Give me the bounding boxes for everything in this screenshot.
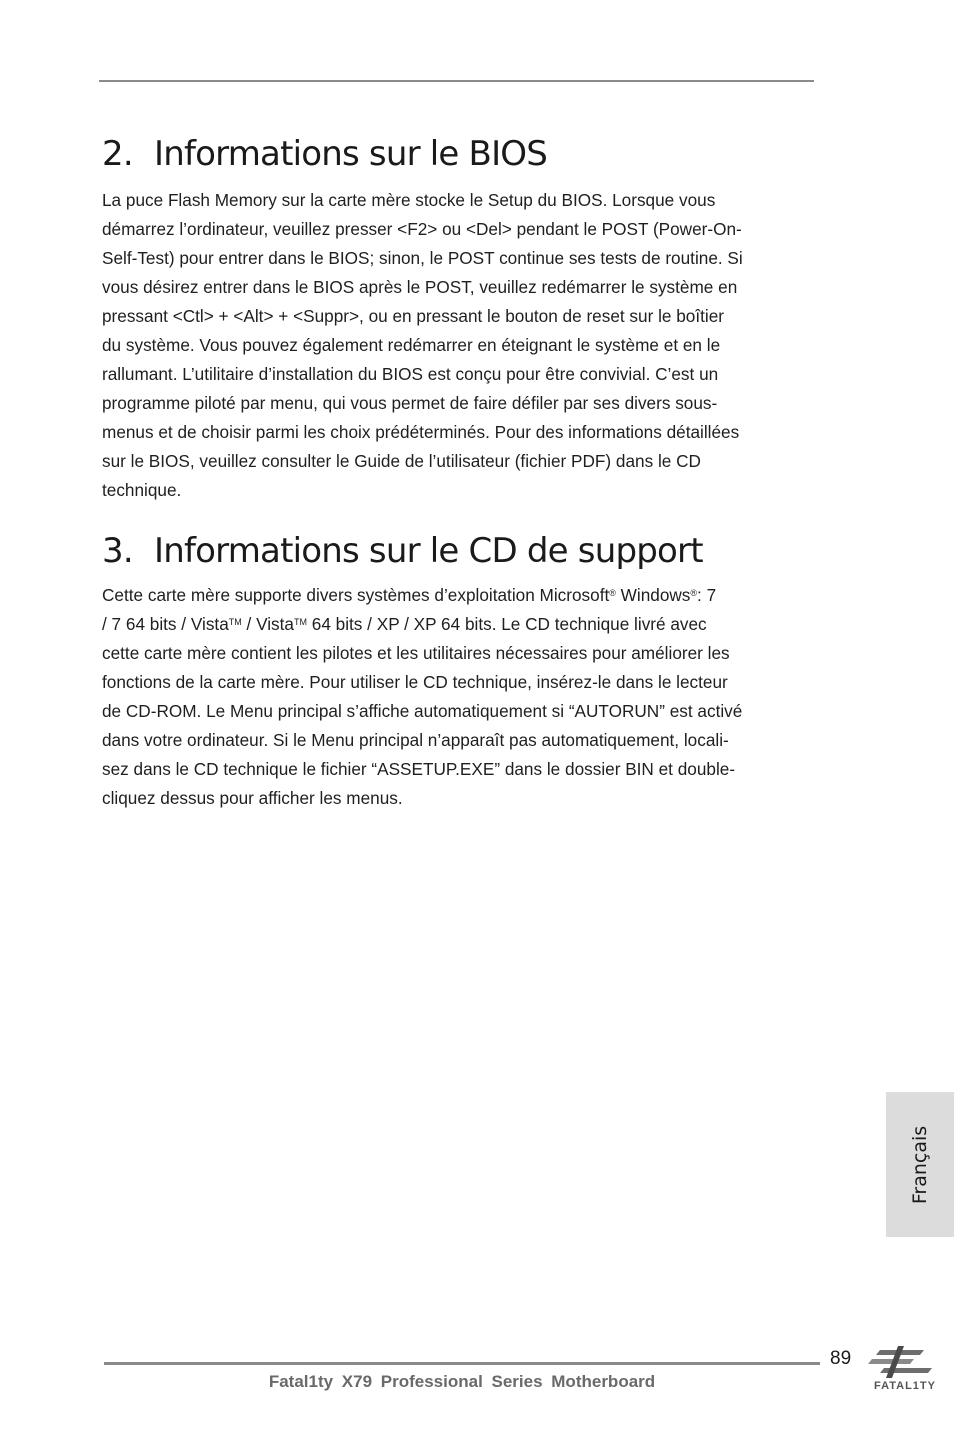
registered-mark: ®	[690, 588, 698, 598]
body-line: menus et de choisir parmi les choix prédéterminés. Pour des informations détaillées	[102, 422, 740, 442]
section-heading	[102, 527, 822, 575]
text-run: / Vista	[241, 614, 294, 634]
body-line: pressant <Ctl> + <Alt> + <Suppr>, ou en pressant le bouton de reset sur le boîtier	[102, 306, 725, 326]
body-line: du système. Vous pouvez également redémarrer en éteignant le système et en le	[102, 335, 721, 355]
language-tab	[886, 1092, 954, 1237]
section-number: 3.	[102, 531, 133, 571]
top-rule	[99, 80, 814, 82]
body-line: fonctions de la carte mère. Pour utiliser le CD technique, insérez-le dans le lecteur	[102, 672, 728, 692]
body-line: rallumant. L’utilitaire d’installation du BIOS est conçu pour être convivial. C’est un	[102, 364, 719, 384]
body-line: démarrez l’ordinateur, veuillez presser <F2> ou <Del> pendant le POST (Power-On-	[102, 219, 742, 239]
footer-title: Fatal1ty X79 Professional Series Motherboard	[268, 1372, 656, 1391]
section-body	[102, 186, 822, 505]
section-title: Informations sur le BIOS	[154, 134, 548, 174]
section-title: Informations sur le CD de support	[154, 531, 703, 571]
fatal1ty-logo-icon	[862, 1342, 948, 1380]
section-heading	[102, 130, 822, 178]
text-run: / 7 64 bits / Vista	[102, 614, 229, 634]
registered-mark: ®	[609, 588, 616, 598]
language-label: Français	[909, 1125, 931, 1204]
fatal1ty-logo	[862, 1342, 948, 1402]
trademark-mark: TM	[228, 617, 242, 627]
body-line: sez dans le CD technique le fichier “ASSETUP.EXE” dans le dossier BIN et double-	[102, 759, 736, 779]
body-line	[102, 610, 822, 639]
page-number: 89	[830, 1348, 852, 1369]
body-line: cette carte mère contient les pilotes et les utilitaires nécessaires pour améliorer les	[102, 643, 730, 663]
text-run: Cette carte mère supporte divers systèmes d’exploitation Microsoft	[102, 585, 610, 605]
body-line: dans votre ordinateur. Si le Menu principal n’apparaît pas automatiquement, locali-	[102, 730, 729, 750]
logo-wordmark: FATAL1TY	[874, 1380, 936, 1392]
body-line: Self-Test) pour entrer dans le BIOS; sinon, le POST continue ses tests de routine. Si	[102, 248, 743, 268]
text-run: 64 bits / XP / XP 64 bits. Le CD technique livré avec	[306, 614, 707, 634]
section-support-cd	[102, 527, 822, 813]
footer-rule	[104, 1362, 820, 1365]
trademark-mark: TM	[293, 617, 307, 627]
body-line: La puce Flash Memory sur la carte mère stocke le Setup du BIOS. Lorsque vous	[102, 190, 716, 210]
body-line: sur le BIOS, veuillez consulter le Guide de l’utilisateur (fichier PDF) dans le CD	[102, 451, 701, 471]
section-body	[102, 581, 822, 813]
section-bios	[102, 130, 822, 505]
text-run: Windows	[615, 585, 691, 605]
section-number: 2.	[102, 134, 133, 174]
body-line: vous désirez entrer dans le BIOS après le POST, veuillez redémarrer le système en	[102, 277, 738, 297]
body-line: de CD-ROM. Le Menu principal s’affiche automatiquement si “AUTORUN” est activé	[102, 701, 743, 721]
body-line	[102, 581, 822, 610]
body-line: technique.	[102, 480, 182, 500]
body-line: cliquez dessus pour afficher les menus.	[102, 788, 403, 808]
text-run: : 7	[697, 585, 717, 605]
body-line: programme piloté par menu, qui vous permet de faire défiler par ses divers sous-	[102, 393, 718, 413]
